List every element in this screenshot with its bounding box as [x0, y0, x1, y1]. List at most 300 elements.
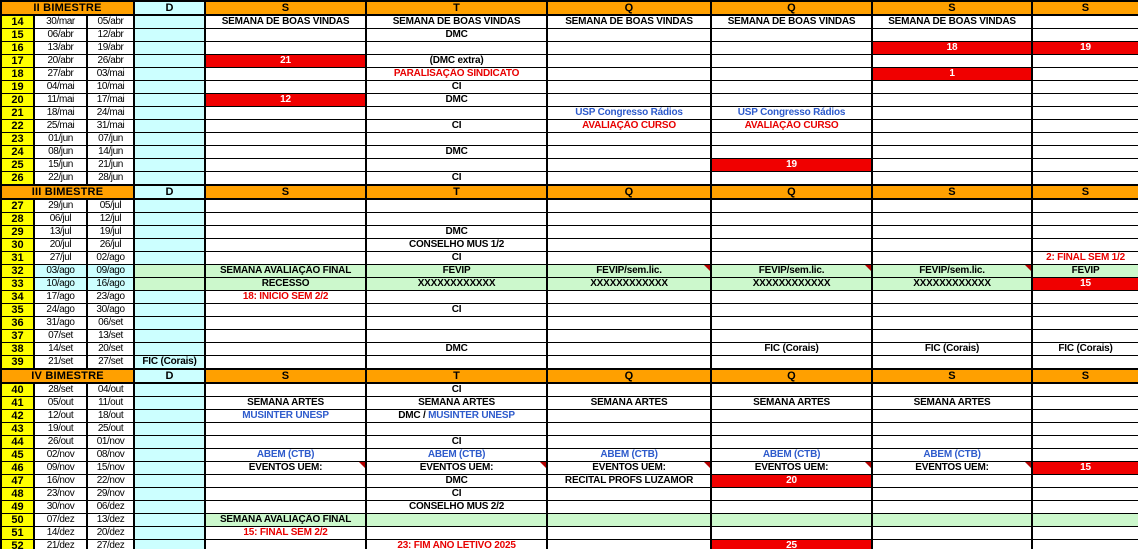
- date-end-r22[interactable]: 31/mai: [87, 120, 134, 133]
- week-number-r26[interactable]: 26: [1, 172, 34, 186]
- week-number-r16[interactable]: 16: [1, 42, 34, 55]
- cell-r49-sab[interactable]: [1032, 501, 1138, 514]
- date-start-r45[interactable]: 02/nov: [34, 449, 87, 462]
- date-start-r24[interactable]: 08/jun: [34, 146, 87, 159]
- cell-r44-d[interactable]: [134, 436, 205, 449]
- cell-r27-sab[interactable]: [1032, 199, 1138, 213]
- date-start-r15[interactable]: 06/abr: [34, 29, 87, 42]
- cell-r14-sex[interactable]: SEMANA DE BOAS VINDAS: [872, 15, 1032, 29]
- date-start-r43[interactable]: 19/out: [34, 423, 87, 436]
- day-header-q-3[interactable]: Q: [547, 369, 711, 383]
- cell-r16-qui[interactable]: [711, 42, 872, 55]
- date-start-r28[interactable]: 06/jul: [34, 213, 87, 226]
- cell-r25-sex[interactable]: [872, 159, 1032, 172]
- cell-r27-seg[interactable]: [205, 199, 366, 213]
- cell-r33-qua[interactable]: XXXXXXXXXXXX: [547, 278, 711, 291]
- cell-r43-seg[interactable]: [205, 423, 366, 436]
- week-number-r21[interactable]: 21: [1, 107, 34, 120]
- date-start-r39[interactable]: 21/set: [34, 356, 87, 370]
- date-end-r36[interactable]: 06/set: [87, 317, 134, 330]
- week-number-r52[interactable]: 52: [1, 540, 34, 549]
- cell-r35-sab[interactable]: [1032, 304, 1138, 317]
- cell-r19-ter[interactable]: CI: [366, 81, 547, 94]
- cell-r32-seg[interactable]: SEMANA AVALIAÇÃO FINAL: [205, 265, 366, 278]
- cell-r41-d[interactable]: [134, 397, 205, 410]
- cell-r24-qua[interactable]: [547, 146, 711, 159]
- date-start-r44[interactable]: 26/out: [34, 436, 87, 449]
- day-header-d-0[interactable]: D: [134, 185, 205, 199]
- date-end-r37[interactable]: 13/set: [87, 330, 134, 343]
- cell-r31-sex[interactable]: [872, 252, 1032, 265]
- date-start-r52[interactable]: 21/dez: [34, 540, 87, 549]
- date-end-r35[interactable]: 30/ago: [87, 304, 134, 317]
- cell-r51-qua[interactable]: [547, 527, 711, 540]
- cell-r14-ter[interactable]: SEMANA DE BOAS VINDAS: [366, 15, 547, 29]
- day-header-s-1[interactable]: S: [205, 1, 366, 15]
- cell-r48-qui[interactable]: [711, 488, 872, 501]
- cell-r47-qui[interactable]: 20: [711, 475, 872, 488]
- cell-r40-qua[interactable]: [547, 383, 711, 397]
- cell-r40-sex[interactable]: [872, 383, 1032, 397]
- cell-r29-sex[interactable]: [872, 226, 1032, 239]
- cell-r20-sex[interactable]: [872, 94, 1032, 107]
- cell-r38-seg[interactable]: [205, 343, 366, 356]
- day-header-s-1[interactable]: S: [205, 185, 366, 199]
- date-end-r46[interactable]: 15/nov: [87, 462, 134, 475]
- cell-r49-qua[interactable]: [547, 501, 711, 514]
- cell-r36-qua[interactable]: [547, 317, 711, 330]
- cell-r49-sex[interactable]: [872, 501, 1032, 514]
- day-header-q-3[interactable]: Q: [547, 1, 711, 15]
- date-end-r27[interactable]: 05/jul: [87, 199, 134, 213]
- cell-r17-qua[interactable]: [547, 55, 711, 68]
- date-start-r32[interactable]: 03/ago: [34, 265, 87, 278]
- cell-r45-sex[interactable]: ABEM (CTB): [872, 449, 1032, 462]
- week-number-r47[interactable]: 47: [1, 475, 34, 488]
- cell-r37-sex[interactable]: [872, 330, 1032, 343]
- cell-r20-ter[interactable]: DMC: [366, 94, 547, 107]
- cell-r24-seg[interactable]: [205, 146, 366, 159]
- date-end-r44[interactable]: 01/nov: [87, 436, 134, 449]
- cell-r42-ter[interactable]: DMC / MUSINTER UNESP: [366, 410, 547, 423]
- cell-r36-d[interactable]: [134, 317, 205, 330]
- cell-r47-sex[interactable]: [872, 475, 1032, 488]
- day-header-s-6[interactable]: S: [1032, 1, 1138, 15]
- cell-r30-ter[interactable]: CONSELHO MUS 1/2: [366, 239, 547, 252]
- section-title-iv-bimestre[interactable]: IV BIMESTRE: [1, 369, 134, 383]
- cell-r25-qui[interactable]: 19: [711, 159, 872, 172]
- date-end-r39[interactable]: 27/set: [87, 356, 134, 370]
- date-start-r21[interactable]: 18/mai: [34, 107, 87, 120]
- cell-r18-qui[interactable]: [711, 68, 872, 81]
- cell-r25-sab[interactable]: [1032, 159, 1138, 172]
- week-number-r31[interactable]: 31: [1, 252, 34, 265]
- cell-r44-qua[interactable]: [547, 436, 711, 449]
- cell-r46-d[interactable]: [134, 462, 205, 475]
- cell-r48-d[interactable]: [134, 488, 205, 501]
- cell-r25-ter[interactable]: [366, 159, 547, 172]
- cell-r20-sab[interactable]: [1032, 94, 1138, 107]
- cell-r31-qui[interactable]: [711, 252, 872, 265]
- cell-r36-ter[interactable]: [366, 317, 547, 330]
- cell-r14-qui[interactable]: SEMANA DE BOAS VINDAS: [711, 15, 872, 29]
- cell-r41-qua[interactable]: SEMANA ARTES: [547, 397, 711, 410]
- date-end-r38[interactable]: 20/set: [87, 343, 134, 356]
- cell-r19-qua[interactable]: [547, 81, 711, 94]
- date-end-r29[interactable]: 19/jul: [87, 226, 134, 239]
- cell-r31-qua[interactable]: [547, 252, 711, 265]
- cell-r32-sex[interactable]: FEVIP/sem.lic.: [872, 265, 1032, 278]
- cell-r41-ter[interactable]: SEMANA ARTES: [366, 397, 547, 410]
- date-start-r31[interactable]: 27/jul: [34, 252, 87, 265]
- cell-r43-qui[interactable]: [711, 423, 872, 436]
- date-start-r42[interactable]: 12/out: [34, 410, 87, 423]
- cell-r49-qui[interactable]: [711, 501, 872, 514]
- day-header-s-5[interactable]: S: [872, 1, 1032, 15]
- week-number-r37[interactable]: 37: [1, 330, 34, 343]
- cell-r41-sex[interactable]: SEMANA ARTES: [872, 397, 1032, 410]
- cell-r18-d[interactable]: [134, 68, 205, 81]
- cell-r17-sab[interactable]: [1032, 55, 1138, 68]
- week-number-r44[interactable]: 44: [1, 436, 34, 449]
- cell-r47-seg[interactable]: [205, 475, 366, 488]
- date-start-r20[interactable]: 11/mai: [34, 94, 87, 107]
- cell-r31-d[interactable]: [134, 252, 205, 265]
- cell-r37-qui[interactable]: [711, 330, 872, 343]
- week-number-r32[interactable]: 32: [1, 265, 34, 278]
- cell-r39-seg[interactable]: [205, 356, 366, 370]
- cell-r17-d[interactable]: [134, 55, 205, 68]
- cell-r36-sab[interactable]: [1032, 317, 1138, 330]
- cell-r37-sab[interactable]: [1032, 330, 1138, 343]
- cell-r27-d[interactable]: [134, 199, 205, 213]
- cell-r52-sex[interactable]: [872, 540, 1032, 549]
- cell-r26-sab[interactable]: [1032, 172, 1138, 186]
- date-end-r41[interactable]: 11/out: [87, 397, 134, 410]
- cell-r30-sab[interactable]: [1032, 239, 1138, 252]
- cell-r44-seg[interactable]: [205, 436, 366, 449]
- cell-r17-ter[interactable]: (DMC extra): [366, 55, 547, 68]
- cell-r22-sab[interactable]: [1032, 120, 1138, 133]
- cell-r52-qui[interactable]: 25: [711, 540, 872, 549]
- cell-r25-d[interactable]: [134, 159, 205, 172]
- cell-r23-qua[interactable]: [547, 133, 711, 146]
- cell-r42-seg[interactable]: MUSINTER UNESP: [205, 410, 366, 423]
- date-end-r16[interactable]: 19/abr: [87, 42, 134, 55]
- cell-r23-ter[interactable]: [366, 133, 547, 146]
- cell-r20-d[interactable]: [134, 94, 205, 107]
- day-header-q-4[interactable]: Q: [711, 369, 872, 383]
- cell-r51-sab[interactable]: [1032, 527, 1138, 540]
- date-start-r26[interactable]: 22/jun: [34, 172, 87, 186]
- cell-r23-sab[interactable]: [1032, 133, 1138, 146]
- cell-r16-d[interactable]: [134, 42, 205, 55]
- cell-r40-qui[interactable]: [711, 383, 872, 397]
- cell-r27-qua[interactable]: [547, 199, 711, 213]
- cell-r28-qua[interactable]: [547, 213, 711, 226]
- week-number-r43[interactable]: 43: [1, 423, 34, 436]
- day-header-t-2[interactable]: T: [366, 1, 547, 15]
- date-end-r49[interactable]: 06/dez: [87, 501, 134, 514]
- date-start-r30[interactable]: 20/jul: [34, 239, 87, 252]
- cell-r28-qui[interactable]: [711, 213, 872, 226]
- cell-r36-seg[interactable]: [205, 317, 366, 330]
- cell-r14-d[interactable]: [134, 15, 205, 29]
- cell-r28-seg[interactable]: [205, 213, 366, 226]
- cell-r24-sab[interactable]: [1032, 146, 1138, 159]
- cell-r15-sab[interactable]: [1032, 29, 1138, 42]
- cell-r21-sab[interactable]: [1032, 107, 1138, 120]
- section-title-iii-bimestre[interactable]: III BIMESTRE: [1, 185, 134, 199]
- cell-r17-sex[interactable]: [872, 55, 1032, 68]
- cell-r28-d[interactable]: [134, 213, 205, 226]
- cell-r26-sex[interactable]: [872, 172, 1032, 186]
- week-number-r24[interactable]: 24: [1, 146, 34, 159]
- date-end-r43[interactable]: 25/out: [87, 423, 134, 436]
- cell-r50-qui[interactable]: [711, 514, 872, 527]
- cell-r19-seg[interactable]: [205, 81, 366, 94]
- cell-r25-seg[interactable]: [205, 159, 366, 172]
- cell-r28-sex[interactable]: [872, 213, 1032, 226]
- cell-r38-sex[interactable]: FIC (Corais): [872, 343, 1032, 356]
- section-title-ii-bimestre[interactable]: II BIMESTRE: [1, 1, 134, 15]
- cell-r34-qua[interactable]: [547, 291, 711, 304]
- date-end-r47[interactable]: 22/nov: [87, 475, 134, 488]
- cell-r22-d[interactable]: [134, 120, 205, 133]
- date-start-r46[interactable]: 09/nov: [34, 462, 87, 475]
- cell-r32-ter[interactable]: FEVIP: [366, 265, 547, 278]
- cell-r37-qua[interactable]: [547, 330, 711, 343]
- cell-r29-d[interactable]: [134, 226, 205, 239]
- date-start-r29[interactable]: 13/jul: [34, 226, 87, 239]
- cell-r42-d[interactable]: [134, 410, 205, 423]
- cell-r24-sex[interactable]: [872, 146, 1032, 159]
- cell-r21-seg[interactable]: [205, 107, 366, 120]
- cell-r48-sab[interactable]: [1032, 488, 1138, 501]
- cell-r38-ter[interactable]: DMC: [366, 343, 547, 356]
- week-number-r38[interactable]: 38: [1, 343, 34, 356]
- cell-r34-sex[interactable]: [872, 291, 1032, 304]
- cell-r22-seg[interactable]: [205, 120, 366, 133]
- cell-r15-qua[interactable]: [547, 29, 711, 42]
- cell-r24-d[interactable]: [134, 146, 205, 159]
- date-end-r21[interactable]: 24/mai: [87, 107, 134, 120]
- week-number-r17[interactable]: 17: [1, 55, 34, 68]
- week-number-r42[interactable]: 42: [1, 410, 34, 423]
- cell-r45-seg[interactable]: ABEM (CTB): [205, 449, 366, 462]
- cell-r50-qua[interactable]: [547, 514, 711, 527]
- cell-r25-qua[interactable]: [547, 159, 711, 172]
- cell-r21-d[interactable]: [134, 107, 205, 120]
- date-end-r20[interactable]: 17/mai: [87, 94, 134, 107]
- date-start-r22[interactable]: 25/mai: [34, 120, 87, 133]
- cell-r52-ter[interactable]: 23: FIM ANO LETIVO 2025: [366, 540, 547, 549]
- cell-r31-seg[interactable]: [205, 252, 366, 265]
- cell-r39-sab[interactable]: [1032, 356, 1138, 370]
- date-start-r51[interactable]: 14/dez: [34, 527, 87, 540]
- cell-r29-sab[interactable]: [1032, 226, 1138, 239]
- date-end-r26[interactable]: 28/jun: [87, 172, 134, 186]
- cell-r46-sex[interactable]: EVENTOS UEM:: [872, 462, 1032, 475]
- cell-r18-seg[interactable]: [205, 68, 366, 81]
- cell-r39-qui[interactable]: [711, 356, 872, 370]
- cell-r18-ter[interactable]: PARALISAÇÃO SINDICATO: [366, 68, 547, 81]
- cell-r22-qui[interactable]: AVALIAÇÃO CURSO: [711, 120, 872, 133]
- cell-r44-qui[interactable]: [711, 436, 872, 449]
- day-header-t-2[interactable]: T: [366, 369, 547, 383]
- week-number-r15[interactable]: 15: [1, 29, 34, 42]
- cell-r29-seg[interactable]: [205, 226, 366, 239]
- day-header-d-0[interactable]: D: [134, 1, 205, 15]
- date-end-r31[interactable]: 02/ago: [87, 252, 134, 265]
- week-number-r14[interactable]: 14: [1, 15, 34, 29]
- cell-r41-seg[interactable]: SEMANA ARTES: [205, 397, 366, 410]
- date-end-r34[interactable]: 23/ago: [87, 291, 134, 304]
- date-start-r14[interactable]: 30/mar: [34, 15, 87, 29]
- cell-r27-sex[interactable]: [872, 199, 1032, 213]
- week-number-r23[interactable]: 23: [1, 133, 34, 146]
- cell-r18-qua[interactable]: [547, 68, 711, 81]
- cell-r23-d[interactable]: [134, 133, 205, 146]
- date-end-r45[interactable]: 08/nov: [87, 449, 134, 462]
- cell-r16-ter[interactable]: [366, 42, 547, 55]
- week-number-r25[interactable]: 25: [1, 159, 34, 172]
- cell-r40-seg[interactable]: [205, 383, 366, 397]
- cell-r26-qui[interactable]: [711, 172, 872, 186]
- cell-r39-qua[interactable]: [547, 356, 711, 370]
- cell-r42-sab[interactable]: [1032, 410, 1138, 423]
- cell-r24-ter[interactable]: DMC: [366, 146, 547, 159]
- cell-r47-sab[interactable]: [1032, 475, 1138, 488]
- cell-r39-d[interactable]: FIC (Corais): [134, 356, 205, 370]
- cell-r33-d[interactable]: [134, 278, 205, 291]
- date-end-r42[interactable]: 18/out: [87, 410, 134, 423]
- cell-r45-sab[interactable]: [1032, 449, 1138, 462]
- cell-r39-sex[interactable]: [872, 356, 1032, 370]
- cell-r43-sab[interactable]: [1032, 423, 1138, 436]
- cell-r28-sab[interactable]: [1032, 213, 1138, 226]
- week-number-r45[interactable]: 45: [1, 449, 34, 462]
- cell-r38-d[interactable]: [134, 343, 205, 356]
- cell-r31-ter[interactable]: CI: [366, 252, 547, 265]
- cell-r35-sex[interactable]: [872, 304, 1032, 317]
- week-number-r51[interactable]: 51: [1, 527, 34, 540]
- cell-r42-qui[interactable]: [711, 410, 872, 423]
- week-number-r34[interactable]: 34: [1, 291, 34, 304]
- cell-r32-qui[interactable]: FEVIP/sem.lic.: [711, 265, 872, 278]
- cell-r49-seg[interactable]: [205, 501, 366, 514]
- week-number-r22[interactable]: 22: [1, 120, 34, 133]
- week-number-r35[interactable]: 35: [1, 304, 34, 317]
- cell-r49-d[interactable]: [134, 501, 205, 514]
- week-number-r46[interactable]: 46: [1, 462, 34, 475]
- cell-r32-qua[interactable]: FEVIP/sem.lic.: [547, 265, 711, 278]
- cell-r30-qui[interactable]: [711, 239, 872, 252]
- week-number-r27[interactable]: 27: [1, 199, 34, 213]
- cell-r46-ter[interactable]: EVENTOS UEM:: [366, 462, 547, 475]
- day-header-q-3[interactable]: Q: [547, 185, 711, 199]
- cell-r21-qua[interactable]: USP Congresso Rádios: [547, 107, 711, 120]
- date-end-r40[interactable]: 04/out: [87, 383, 134, 397]
- week-number-r36[interactable]: 36: [1, 317, 34, 330]
- date-end-r32[interactable]: 09/ago: [87, 265, 134, 278]
- cell-r21-ter[interactable]: [366, 107, 547, 120]
- cell-r22-ter[interactable]: CI: [366, 120, 547, 133]
- cell-r42-sex[interactable]: [872, 410, 1032, 423]
- cell-r37-seg[interactable]: [205, 330, 366, 343]
- week-number-r20[interactable]: 20: [1, 94, 34, 107]
- cell-r14-qua[interactable]: SEMANA DE BOAS VINDAS: [547, 15, 711, 29]
- cell-r20-qui[interactable]: [711, 94, 872, 107]
- date-start-r38[interactable]: 14/set: [34, 343, 87, 356]
- date-start-r36[interactable]: 31/ago: [34, 317, 87, 330]
- week-number-r41[interactable]: 41: [1, 397, 34, 410]
- date-start-r48[interactable]: 23/nov: [34, 488, 87, 501]
- date-start-r41[interactable]: 05/out: [34, 397, 87, 410]
- week-number-r28[interactable]: 28: [1, 213, 34, 226]
- day-header-q-4[interactable]: Q: [711, 185, 872, 199]
- cell-r46-qua[interactable]: EVENTOS UEM:: [547, 462, 711, 475]
- date-end-r23[interactable]: 07/jun: [87, 133, 134, 146]
- cell-r47-qua[interactable]: RECITAL PROFS LUZAMOR: [547, 475, 711, 488]
- week-number-r19[interactable]: 19: [1, 81, 34, 94]
- cell-r46-qui[interactable]: EVENTOS UEM:: [711, 462, 872, 475]
- cell-r33-sex[interactable]: XXXXXXXXXXXX: [872, 278, 1032, 291]
- day-header-s-5[interactable]: S: [872, 185, 1032, 199]
- date-end-r18[interactable]: 03/mai: [87, 68, 134, 81]
- cell-r34-sab[interactable]: [1032, 291, 1138, 304]
- cell-r30-sex[interactable]: [872, 239, 1032, 252]
- cell-r36-sex[interactable]: [872, 317, 1032, 330]
- cell-r45-qui[interactable]: ABEM (CTB): [711, 449, 872, 462]
- date-start-r47[interactable]: 16/nov: [34, 475, 87, 488]
- cell-r38-sab[interactable]: FIC (Corais): [1032, 343, 1138, 356]
- date-start-r50[interactable]: 07/dez: [34, 514, 87, 527]
- date-end-r51[interactable]: 20/dez: [87, 527, 134, 540]
- cell-r26-seg[interactable]: [205, 172, 366, 186]
- day-header-q-4[interactable]: Q: [711, 1, 872, 15]
- cell-r14-sab[interactable]: [1032, 15, 1138, 29]
- date-end-r25[interactable]: 21/jun: [87, 159, 134, 172]
- cell-r30-seg[interactable]: [205, 239, 366, 252]
- cell-r16-seg[interactable]: [205, 42, 366, 55]
- cell-r51-seg[interactable]: 15: FINAL SEM 2/2: [205, 527, 366, 540]
- cell-r50-ter[interactable]: [366, 514, 547, 527]
- date-end-r33[interactable]: 16/ago: [87, 278, 134, 291]
- date-start-r49[interactable]: 30/nov: [34, 501, 87, 514]
- cell-r40-d[interactable]: [134, 383, 205, 397]
- cell-r20-seg[interactable]: 12: [205, 94, 366, 107]
- week-number-r29[interactable]: 29: [1, 226, 34, 239]
- cell-r15-d[interactable]: [134, 29, 205, 42]
- date-end-r19[interactable]: 10/mai: [87, 81, 134, 94]
- cell-r22-qua[interactable]: AVALIAÇÃO CURSO: [547, 120, 711, 133]
- cell-r36-qui[interactable]: [711, 317, 872, 330]
- date-end-r52[interactable]: 27/dez: [87, 540, 134, 549]
- cell-r30-qua[interactable]: [547, 239, 711, 252]
- date-start-r40[interactable]: 28/set: [34, 383, 87, 397]
- day-header-t-2[interactable]: T: [366, 185, 547, 199]
- date-start-r34[interactable]: 17/ago: [34, 291, 87, 304]
- cell-r17-seg[interactable]: 21: [205, 55, 366, 68]
- cell-r22-sex[interactable]: [872, 120, 1032, 133]
- cell-r52-sab[interactable]: [1032, 540, 1138, 549]
- date-start-r35[interactable]: 24/ago: [34, 304, 87, 317]
- cell-r48-qua[interactable]: [547, 488, 711, 501]
- cell-r29-qua[interactable]: [547, 226, 711, 239]
- cell-r35-seg[interactable]: [205, 304, 366, 317]
- cell-r21-sex[interactable]: [872, 107, 1032, 120]
